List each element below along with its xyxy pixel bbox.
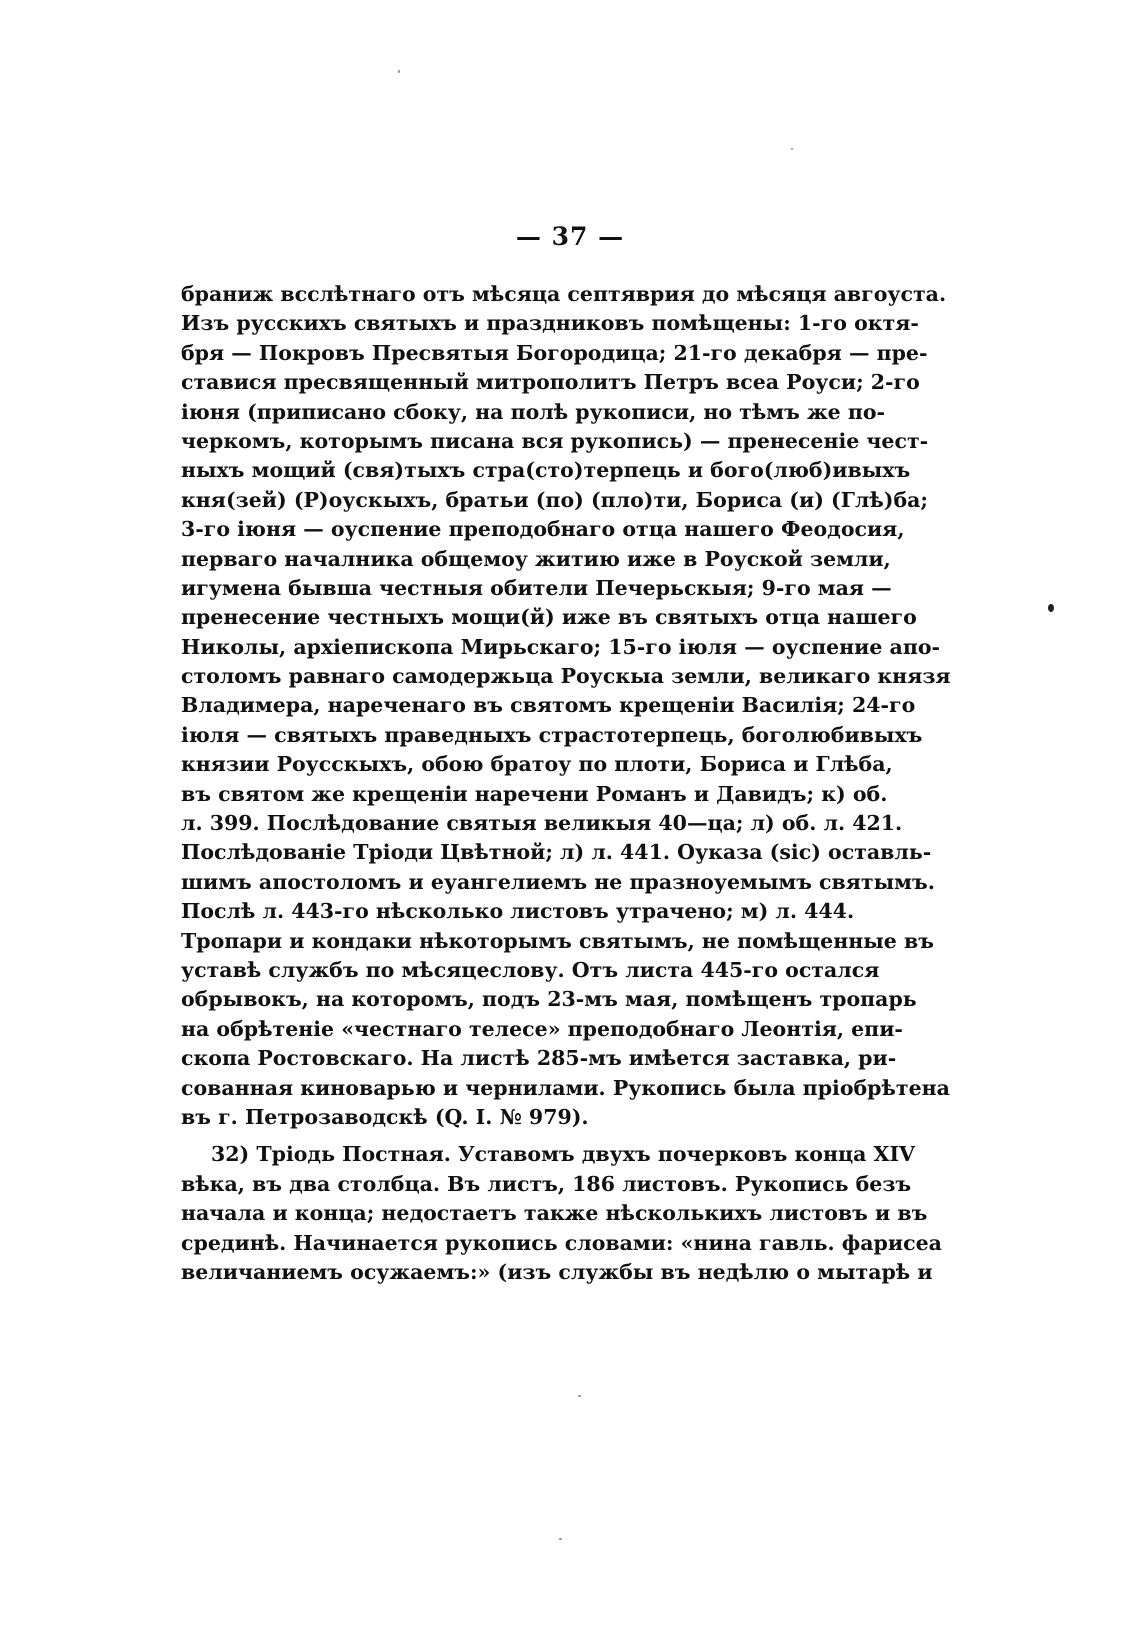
text-line: черкомъ, которымъ писана вся рукопись) — пренесеніе чест-: [181, 428, 929, 453]
text-line: Владимера, нареченаго въ святомъ крещеніи Василія; 24-го: [181, 693, 916, 718]
scan-speck: [1048, 604, 1054, 612]
text-line: игумена бывша честныя обители Печерьскыя; 9-го мая —: [181, 575, 892, 600]
text-line: 32) Тріодь Постная. Уставомъ двухъ почерковъ конца XIV: [211, 1142, 915, 1167]
text-line: уставѣ службъ по мѣсяцеслову. Отъ листа 445-го остался: [181, 957, 880, 982]
text-line: Изъ русскихъ святыхъ и праздниковъ помѣщены: 1-го октя-: [181, 311, 919, 336]
scan-speck: [398, 70, 400, 73]
text-line: іюня (приписано сбоку, на полѣ рукописи, но тѣмъ же по-: [181, 399, 886, 424]
text-line: Николы, архіепископа Мирьскаго; 15-го іюля — оуспение апо-: [181, 634, 941, 659]
text-line: въ святом же крещеніи наречени Романъ и Давидъ; к) об.: [181, 781, 888, 806]
text-line: шимъ апостоломъ и еуангелиемъ не празноуемымъ святымъ.: [181, 869, 935, 894]
page-number: — 37 —: [515, 222, 625, 251]
text-line: бря — Покровъ Пресвятыя Богородица; 21-го декабря — пре-: [181, 340, 928, 365]
text-line: браниж всслѣтнаго отъ мѣсяца септяврия до мѣсяця авгоуста.: [181, 282, 947, 306]
scan-speck: [559, 1538, 562, 1540]
text-line: величаниемъ осужаемъ:» (изъ службы въ недѣлю о мытарѣ и: [181, 1259, 933, 1284]
text-line: начала и конца; недостаетъ также нѣсколькихъ листовъ и въ: [181, 1201, 928, 1226]
text-line: 3-го іюня — оуспение преподобнаго отца нашего Феодосия,: [181, 517, 905, 542]
text-line: на обрѣтеніе «честнаго телесе» преподобнаго Леонтія, епи-: [181, 1016, 903, 1041]
body-text: [181, 280, 951, 1287]
text-line: сованная киноварью и чернилами. Рукопись была пріобрѣтена: [181, 1075, 950, 1100]
text-line: столомъ равнаго самодержьца Роускыа земли, великаго князя: [181, 664, 951, 689]
text-line: ставися пресвященный митрополитъ Петръ всеа Роуси; 2-го: [181, 370, 920, 395]
text-line: въ г. Петрозаводскѣ (Q. I. № 979).: [181, 1104, 589, 1129]
text-line: кня(зей) (Р)оускыхъ, братьи (по) (пло)ти, Бориса (и) (Глѣ)ба;: [181, 487, 928, 512]
text-line: Тропари и кондаки нѣкоторымъ святымъ, не помѣщенные въ: [181, 928, 934, 953]
text-line: л. 399. Послѣдование святыя великыя 40—ца; л) об. л. 421.: [181, 811, 903, 836]
scan-speck: [578, 1395, 581, 1397]
text-line: пренесение честныхъ мощи(й) иже въ святыхъ отца нашего: [181, 605, 917, 630]
scan-speck: [791, 148, 793, 150]
paragraph-gap: [181, 1132, 821, 1140]
text-line: перваго началника общемоу житию иже в Роуской земли,: [181, 546, 891, 571]
text-line: скопа Ростовскаго. На листѣ 285-мъ имѣется заставка, ри-: [181, 1046, 897, 1071]
text-line: срединѣ. Начинается рукопись словами: «нина гавль. фарисеа: [181, 1230, 942, 1255]
text-line: обрывокъ, на которомъ, подъ 23-мъ мая, помѣщенъ тропарь: [181, 987, 917, 1012]
text-line: Послѣдованіе Тріоди Цвѣтной; л) л. 441. Оуказа (sic) оставль-: [181, 840, 932, 865]
text-line: вѣка, въ два столбца. Въ листъ, 186 листовъ. Рукопись безъ: [181, 1171, 912, 1196]
text-line: ныхъ мощий (свя)тыхъ стра(сто)терпець и бого(люб)ивыхъ: [181, 458, 911, 483]
text-line: іюля — святыхъ праведныхъ страстотерпець, боголюбивыхъ: [181, 722, 923, 747]
text-line: князии Роусскыхъ, обою братоу по плоти, Бориса и Глѣба,: [181, 752, 893, 777]
text-line: Послѣ л. 443-го нѣсколько листовъ утрачено; м) л. 444.: [181, 899, 855, 924]
